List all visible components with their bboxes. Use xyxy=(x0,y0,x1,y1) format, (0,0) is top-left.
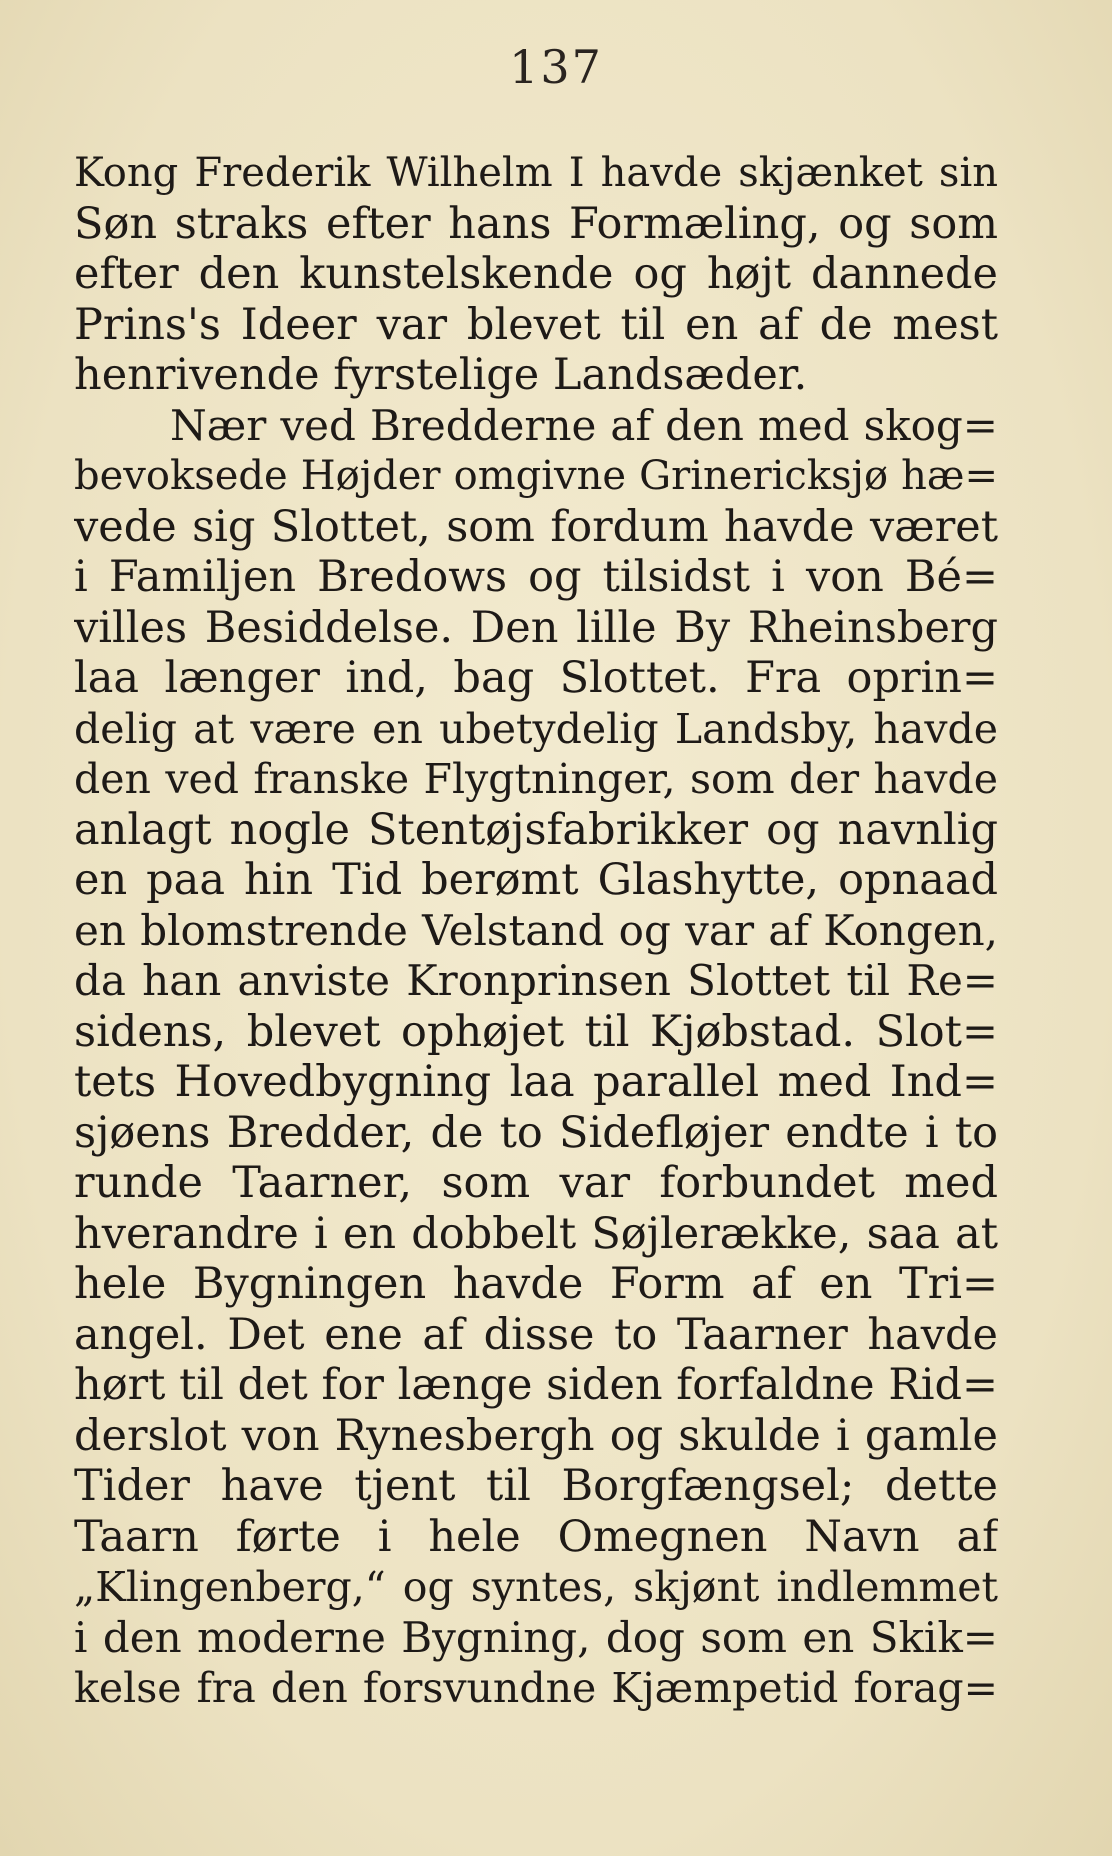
text-line: henrivende fyrstelige Landsæder. xyxy=(74,350,808,400)
text-line: vede sig Slottet, som fordum havde været xyxy=(74,501,998,552)
text-line: sidens, blevet ophøjet til Kjøbstad. Slot= xyxy=(74,1006,998,1057)
text-line: hørt til det for længe siden forfaldne Rid= xyxy=(74,1360,998,1410)
text-line: i Familjen Bredows og tilsidst i von Bé= xyxy=(74,552,998,602)
text-line: Prins's Ideer var blevet til en af de mest xyxy=(74,299,998,350)
text-line: den ved franske Flygtninger, som der havde xyxy=(74,755,998,803)
text-line: bevoksede Højder omgivne Grinericksjø hæ= xyxy=(74,453,998,499)
body-text xyxy=(74,148,998,1714)
text-line: laa længer ind, bag Slottet. Fra oprin= xyxy=(74,653,998,703)
text-line: angel. Det ene af disse to Taarner havde xyxy=(74,1309,998,1360)
page-number: 137 xyxy=(509,40,603,94)
text-line: Taarn førte i hele Omegnen Navn af xyxy=(74,1511,998,1562)
text-line: villes Besiddelse. Den lille By Rheinsberg xyxy=(74,602,998,653)
text-line: derslot von Rynesbergh og skulde i gamle xyxy=(74,1410,998,1461)
text-line: kelse fra den forsvundne Kjæmpetid forag= xyxy=(74,1664,998,1712)
text-line: Tider have tjent til Borgfængsel; dette xyxy=(74,1461,998,1511)
text-line: Kong Frederik Wilhelm I havde skjænket sin xyxy=(74,150,998,196)
text-line: en paa hin Tid berømt Glashytte, opnaad xyxy=(74,855,998,905)
text-line: hverandre i en dobbelt Søjlerække, saa at xyxy=(74,1208,998,1259)
text-line: i den moderne Bygning, dog som en Skik= xyxy=(74,1612,998,1662)
text-line: efter den kunstelskende og højt dannede xyxy=(74,249,998,299)
text-line: tets Hovedbygning laa parallel med Ind= xyxy=(74,1057,998,1107)
text-line: Søn straks efter hans Formæling, og som xyxy=(74,198,998,249)
text-line: „Klingenberg,“ og syntes, skjønt indlemmet xyxy=(74,1563,998,1611)
text-line: da han anviste Kronprinsen Slottet til Re= xyxy=(74,956,998,1005)
paragraph-start-line: Nær ved Bredderne af den med skog= xyxy=(170,400,998,450)
text-line: delig at være en ubetydelig Landsby, havde xyxy=(74,704,998,753)
text-line: hele Bygningen havde Form af en Tri= xyxy=(74,1259,998,1309)
text-line: sjøens Bredder, de to Sidefløjer endte i to xyxy=(74,1107,998,1158)
text-line: anlagt nogle Stentøjsfabrikker og navnlig xyxy=(74,804,998,855)
text-line: en blomstrende Velstand og var af Kongen, xyxy=(74,905,998,955)
text-line: runde Taarner, som var forbundet med xyxy=(74,1158,998,1208)
